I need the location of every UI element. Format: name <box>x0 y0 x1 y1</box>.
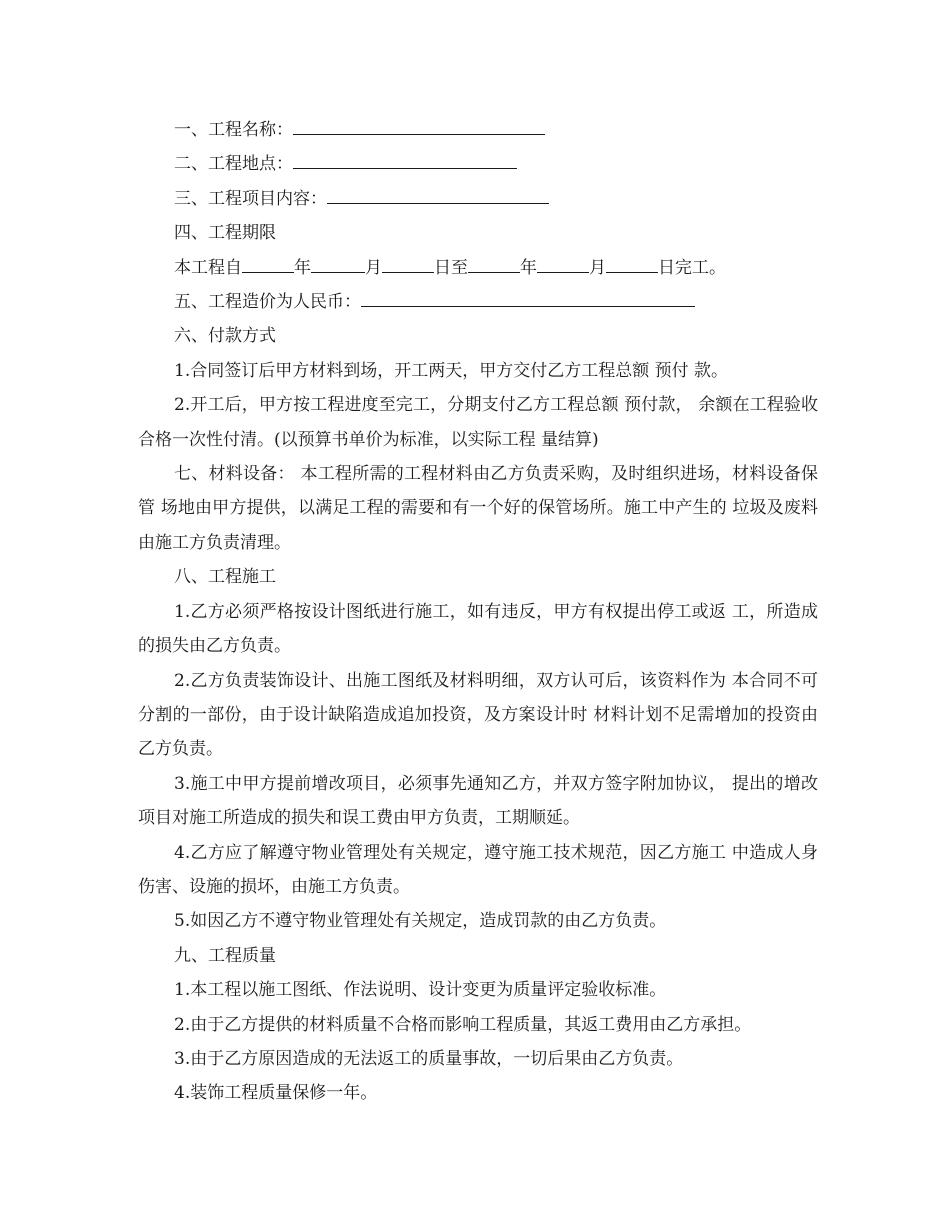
period-day-to: 日至 <box>434 257 468 278</box>
construction-clause-2: 2.乙方负责装饰设计、出施工图纸及材料明细，双方认可后，该资料作为 本合同不可分割的一部份，由于设计缺陷造成追加投资，及方案设计时 材料计划不足需增加的投资由乙方负责。 <box>138 670 818 760</box>
project-period-heading: 四、工程期限 <box>174 223 276 244</box>
period-start-prefix: 本工程自 <box>174 257 242 278</box>
project-location-label: 二、工程地点： <box>174 154 293 175</box>
payment-heading: 六、付款方式 <box>174 326 276 347</box>
project-price-blank <box>361 290 695 307</box>
project-price-label: 五、工程造价为人民币： <box>174 292 361 313</box>
project-scope-blank <box>327 187 549 204</box>
project-name-label: 一、工程名称： <box>174 120 293 140</box>
end-month-blank <box>537 256 589 273</box>
quality-clause-1: 1.本工程以施工图纸、作法说明、设计变更为质量评定验收标准。 <box>174 980 667 1001</box>
construction-heading: 八、工程施工 <box>174 567 276 588</box>
project-location-line <box>138 147 818 181</box>
construction-clause-4: 4.乙方应了解遵守物业管理处有关规定，遵守施工技术规范，因乙方施工 中造成人身伤害、设施的损坏，由施工方负责。 <box>138 842 818 897</box>
contract-body <box>138 113 818 1111</box>
construction-clause-3: 3.施工中甲方提前增改项目，必须事先通知乙方，并双方签字附加协议， 提出的增改项目对施工所造成的损失和误工费由甲方负责，工期顺延。 <box>138 773 818 829</box>
construction-clause-5: 5.如因乙方不遵守物业管理处有关规定，造成罚款的由乙方负责。 <box>174 911 667 932</box>
period-year-1: 年 <box>294 257 311 278</box>
start-day-blank <box>382 256 434 273</box>
project-name-line <box>138 113 818 147</box>
period-year-2: 年 <box>520 257 537 278</box>
end-day-blank <box>606 256 658 273</box>
project-period-line <box>138 251 818 285</box>
project-price-line <box>138 285 818 319</box>
project-scope-label: 三、工程项目内容： <box>174 188 327 209</box>
period-month-2: 月 <box>589 257 606 278</box>
payment-clause-2: 2.开工后，甲方按工程进度至完工，分期支付乙方工程总额 预付款， 余额在工程验收合格一次性付清。(以预算书单价为标准，以实际工程 量结算) <box>138 395 818 450</box>
quality-clause-4: 4.装饰工程质量保修一年。 <box>174 1083 378 1104</box>
payment-clause-1: 1.合同签订后甲方材料到场，开工两天，甲方交付乙方工程总额 预付 款。 <box>174 360 729 381</box>
period-month-1: 月 <box>365 257 382 278</box>
construction-clause-1: 1.乙方必须严格按设计图纸进行施工，如有违反，甲方有权提出停工或返 工，所造成的损失由乙方负责。 <box>138 601 818 657</box>
project-scope-line <box>138 182 818 216</box>
project-name-blank <box>293 118 545 135</box>
project-location-blank <box>293 152 517 169</box>
quality-clause-2: 2.由于乙方提供的材料质量不合格而影响工程质量，其返工费用由乙方承担。 <box>174 1014 752 1035</box>
quality-heading: 九、工程质量 <box>174 945 276 966</box>
quality-clause-3: 3.由于乙方原因造成的无法返工的质量事故，一切后果由乙方负责。 <box>174 1048 684 1069</box>
start-month-blank <box>311 256 365 273</box>
start-year-blank <box>242 256 294 273</box>
materials-clause: 七、材料设备： 本工程所需的工程材料由乙方负责采购，及时组织进场，材料设备保管 场地由甲方提供，以满足工程的需要和有一个好的保管场所。施工中产生的 垃圾及废料由施工方负责清理。 <box>138 464 818 553</box>
period-end-suffix: 日完工。 <box>658 257 726 278</box>
end-year-blank <box>468 256 520 273</box>
